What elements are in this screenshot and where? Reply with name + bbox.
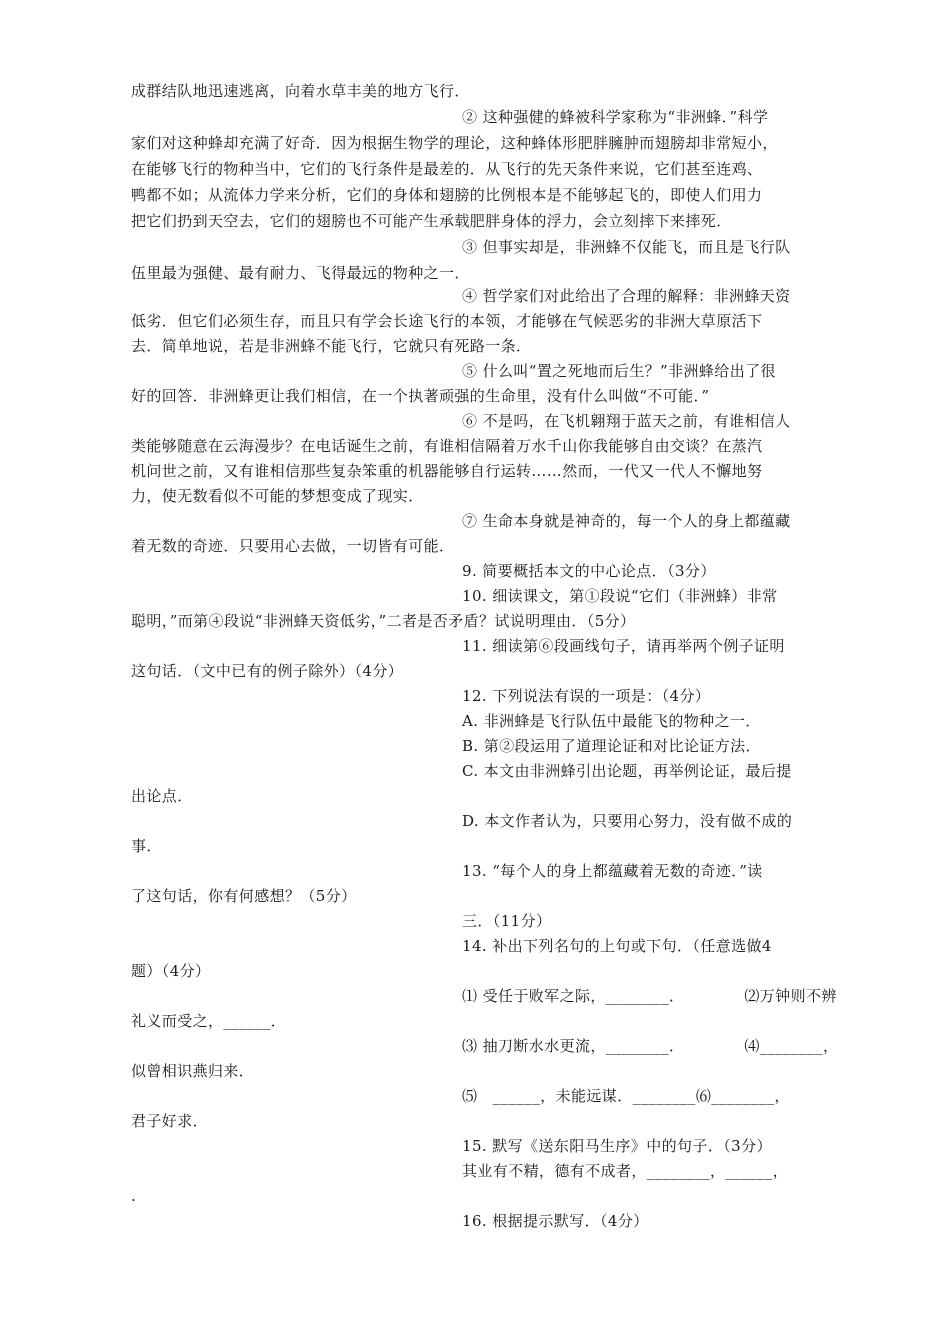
- passage-paragraph-4: ④ 哲学家们对此给出了合理的解释：非洲蜂天资: [462, 287, 791, 305]
- question-line: 了这句话，你有何感想？（5分）: [131, 887, 357, 905]
- passage-line: 在能够飞行的物种当中，它们的飞行条件是最差的．从飞行的先天条件来说，它们甚至连鸡、: [131, 160, 763, 178]
- passage-paragraph-2: ② 这种强健的蜂被科学家称为“非洲蜂．”科学: [462, 108, 769, 126]
- passage-paragraph-6: ⑥ 不是吗，在飞机翱翔于蓝天之前，有谁相信人: [462, 412, 791, 430]
- fill-item-3: ⑶ 抽刀断水水更流，________．: [462, 1037, 685, 1055]
- fill-item-4: ⑷________，: [744, 1037, 839, 1055]
- passage-line: 把它们扔到天空去，它们的翅膀也不可能产生承载肥胖身体的浮力，会立刻摔下来摔死．: [131, 212, 732, 230]
- passage-line: 力，使无数看似不可能的梦想变成了现实．: [131, 487, 424, 505]
- question-line: 题）（4分）: [131, 962, 211, 980]
- option-b: B. 第②段运用了道理论证和对比论证方法．: [462, 737, 761, 755]
- question-13: 13. “每个人的身上都蕴藏着无数的奇迹．”读: [462, 862, 763, 880]
- fill-item-6: ⑹________，: [695, 1087, 790, 1105]
- passage-line: 着无数的奇迹．只要用心去做，一切皆有可能．: [131, 537, 455, 555]
- question-15: 15. 默写《送东阳马生序》中的句子．（3分）: [462, 1137, 772, 1155]
- option-a: A. 非洲蜂是飞行队伍中最能飞的物种之一．: [462, 712, 761, 730]
- passage-line: 机问世之前，又有谁相信那些复杂笨重的机器能够自行运转……然而，一代又一代人不懈地努: [131, 462, 763, 480]
- passage-line: 类能够随意在云海漫步？在电话诞生之前，有谁相信隔着万水千山你我能够自由交谈？在蒸汽: [131, 437, 763, 455]
- fill-item-1: ⑴ 受任于败军之际，________．: [462, 987, 685, 1005]
- passage-paragraph-3: ③ 但事实却是，非洲蜂不仅能飞，而且是飞行队: [462, 238, 791, 256]
- question-line: 这句话．（文中已有的例子除外）（4分）: [131, 662, 404, 680]
- fill-row-3: [462, 1086, 842, 1106]
- question-10: 10. 细读课文，第①段说“它们（非洲蜂）非常: [462, 587, 778, 605]
- passage-paragraph-5: ⑤ 什么叫“置之死地而后生？”非洲蜂给出了很: [462, 362, 776, 380]
- fill-row-2: [462, 1036, 842, 1056]
- passage-line: 伍里最为强健、最有耐力、飞得最远的物种之一．: [131, 264, 470, 282]
- option-line: 事．: [131, 837, 162, 855]
- question-11: 11. 细读第⑥段画线句子，请再举两个例子证明: [462, 637, 785, 655]
- passage-line: 成群结队地迅速逃离，向着水草丰美的地方飞行．: [131, 82, 470, 100]
- passage-line: 家们对这种蜂却充满了好奇．因为根据生物学的理论，这种蜂体形肥胖臃肿而翅膀却非常短小，: [131, 134, 778, 152]
- dictation-line: 其业有不精，德有不成者，________，______，: [462, 1162, 789, 1180]
- question-16: 16. 根据提示默写．（4分）: [462, 1212, 649, 1230]
- question-14: 14. 补出下列名句的上句或下句．（任意选做4: [462, 937, 772, 955]
- fill-line: 礼义而受之，______．: [131, 1012, 287, 1030]
- option-line: 出论点．: [131, 787, 193, 805]
- option-c: C. 本文由非洲蜂引出论题，再举例论证，最后提: [462, 762, 792, 780]
- passage-line: 好的回答．非洲蜂更让我们相信，在一个执著顽强的生命里，没有什么叫做“不可能．”: [131, 387, 710, 405]
- fill-item-2: ⑵万钟则不辨: [744, 987, 837, 1005]
- passage-line: 鸭都不如；从流体力学来分析，它们的身体和翅膀的比例根本是不能够起飞的，即使人们用力: [131, 186, 763, 204]
- passage-line: 低劣．但它们必须生存，而且只有学会长途飞行的本领，才能够在气候恶劣的非洲大草原活下: [131, 312, 763, 330]
- stray-period: .: [131, 1187, 137, 1205]
- question-line: 聪明，”而第④段说“非洲蜂天资低劣，”二者是否矛盾？试说明理由．（5分）: [131, 612, 636, 630]
- fill-row-1: [462, 986, 842, 1006]
- option-d: D. 本文作者认为，只要用心努力，没有做不成的: [462, 812, 793, 830]
- passage-paragraph-7: ⑦ 生命本身就是神奇的，每一个人的身上都蕴藏: [462, 512, 791, 530]
- section-three-heading: 三．（11分）: [462, 912, 552, 930]
- fill-line: 似曾相识燕归来．: [131, 1062, 255, 1080]
- passage-line: 去．简单地说，若是非洲蜂不能飞行，它就只有死路一条．: [131, 337, 532, 355]
- fill-item-5: ⑸ ______，未能远谋．________: [462, 1087, 696, 1105]
- question-9: 9. 简要概括本文的中心论点．（3分）: [462, 562, 716, 580]
- fill-line: 君子好求．: [131, 1112, 209, 1130]
- question-12: 12. 下列说法有误的一项是：（4分）: [462, 687, 711, 705]
